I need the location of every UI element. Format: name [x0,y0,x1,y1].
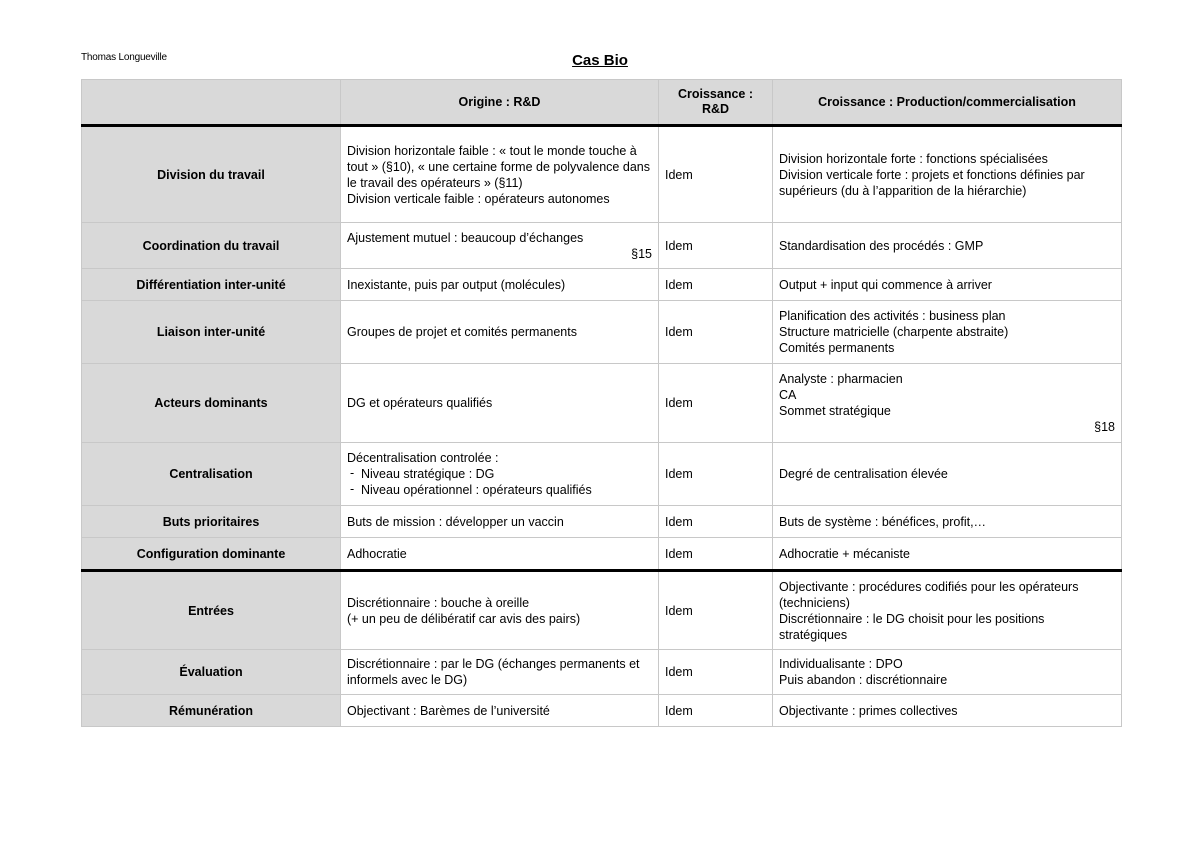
cell-text-line: Adhocratie [347,546,407,561]
table-row [82,650,1122,695]
cell-text-line: Output + input qui commence à arriver [779,277,992,292]
cell-croissance-rd: Idem [659,269,773,301]
paragraph-reference: §18 [1094,420,1115,434]
cell-croissance-rd: Idem [659,223,773,269]
row-label: Liaison inter-unité [82,301,341,364]
table-row [82,443,1122,506]
cell-text-line: Ajustement mutuel : beaucoup d’échanges [347,230,584,245]
table-row [82,301,1122,364]
cell-croissance-rd: Idem [659,571,773,650]
bullet-list [347,466,652,498]
cell-text-line: Degré de centralisation élevée [779,467,948,481]
cell-croissance-prod [773,364,1122,443]
cell-text-line: Décentralisation controlée : [347,451,499,465]
cell-text-line: Sommet stratégique [779,404,891,418]
table-row [82,538,1122,571]
cell-text-line: Buts de mission : développer un vaccin [347,514,564,529]
table-row [82,695,1122,727]
row-label: Évaluation [82,650,341,695]
cell-text-line: Division horizontale forte : fonctions spécialisées [779,151,1048,166]
cell-croissance-prod [773,695,1122,727]
author-name: Thomas Longueville [81,52,167,63]
cell-text-line: Buts de système : bénéfices, profit,… [779,514,987,529]
cell-croissance-rd: Idem [659,364,773,443]
table-row [82,126,1122,223]
cell-croissance-prod [773,650,1122,695]
cell-croissance-rd: Idem [659,443,773,506]
cell-text-line: Structure matricielle (charpente abstraite) [779,325,1009,339]
row-label: Division du travail [82,126,341,223]
cell-origine [341,269,659,301]
table-row [82,364,1122,443]
table-row [82,223,1122,269]
row-label: Centralisation [82,443,341,506]
cell-croissance-prod [773,571,1122,650]
cell-croissance-prod [773,538,1122,571]
comparison-table [81,79,1122,727]
list-item: - Niveau opérationnel : opérateurs qualifiés [347,482,652,498]
cell-text-line: Division horizontale faible : « tout le monde touche à tout » (§10), « une certaine forme de polyvalence dans le travail des opérateurs » (§11) [347,143,650,190]
row-label: Configuration dominante [82,538,341,571]
column-header-croissance-rd: Croissance : R&D [659,80,773,126]
row-label: Entrées [82,571,341,650]
document-title: Cas Bio [572,52,628,69]
cell-text-line: Objectivante : procédures codifiés pour les opérateurs (techniciens) [779,579,1079,610]
cell-origine [341,695,659,727]
cell-croissance-prod [773,126,1122,223]
cell-text-line: Objectivant : Barèmes de l’université [347,703,550,718]
table-row [82,571,1122,650]
cell-text-line: Groupes de projet et comités permanents [347,325,577,339]
list-item: - Niveau stratégique : DG [347,466,652,482]
cell-text-line: Discrétionnaire : par le DG (échanges permanents et informels avec le DG) [347,657,640,687]
paragraph-reference: §15 [631,246,652,261]
cell-text-line: Objectivante : primes collectives [779,703,958,718]
table-row [82,269,1122,301]
cell-text-line: Discrétionnaire : bouche à oreille [347,595,530,610]
cell-croissance-rd: Idem [659,126,773,223]
cell-text-line: Inexistante, puis par output (molécules) [347,277,566,292]
cell-origine [341,301,659,364]
cell-origine [341,650,659,695]
column-header-croissance-prod: Croissance : Production/commercialisation [773,80,1122,126]
cell-text-line: Adhocratie + mécaniste [779,546,910,561]
cell-origine [341,126,659,223]
cell-croissance-prod [773,443,1122,506]
cell-origine [341,538,659,571]
column-header-origine: Origine : R&D [341,80,659,126]
table-row [82,506,1122,538]
cell-croissance-rd: Idem [659,650,773,695]
cell-text-line: Planification des activités : business plan [779,309,1006,323]
cell-croissance-prod [773,269,1122,301]
cell-text-line: Division verticale forte : projets et fonctions définies par supérieurs (du à l’apparition de la hiérarchie) [779,167,1085,198]
cell-text-line: Division verticale faible : opérateurs autonomes [347,191,610,206]
cell-text-line: (+ un peu de délibératif car avis des pairs) [347,611,581,626]
row-label: Acteurs dominants [82,364,341,443]
cell-text-line: Comités permanents [779,341,895,355]
cell-origine [341,223,659,269]
cell-text-line: CA [779,388,797,402]
cell-origine [341,443,659,506]
cell-croissance-rd: Idem [659,301,773,364]
cell-croissance-rd: Idem [659,695,773,727]
cell-croissance-prod [773,301,1122,364]
row-label: Buts prioritaires [82,506,341,538]
cell-croissance-rd: Idem [659,506,773,538]
row-label: Rémunération [82,695,341,727]
table-header-row [82,80,1122,126]
cell-text-line: Individualisante : DPO [779,657,903,671]
cell-origine [341,364,659,443]
row-label: Coordination du travail [82,223,341,269]
cell-text-line: Standardisation des procédés : GMP [779,238,984,253]
column-header-empty [82,80,341,126]
cell-origine [341,506,659,538]
cell-croissance-rd: Idem [659,538,773,571]
cell-croissance-prod [773,223,1122,269]
cell-text-line: DG et opérateurs qualifiés [347,396,493,410]
cell-text-line: Puis abandon : discrétionnaire [779,673,948,687]
cell-croissance-prod [773,506,1122,538]
cell-text-line: Analyste : pharmacien [779,372,903,386]
cell-origine [341,571,659,650]
row-label: Différentiation inter-unité [82,269,341,301]
cell-text-line: Discrétionnaire : le DG choisit pour les positions stratégiques [779,611,1045,642]
